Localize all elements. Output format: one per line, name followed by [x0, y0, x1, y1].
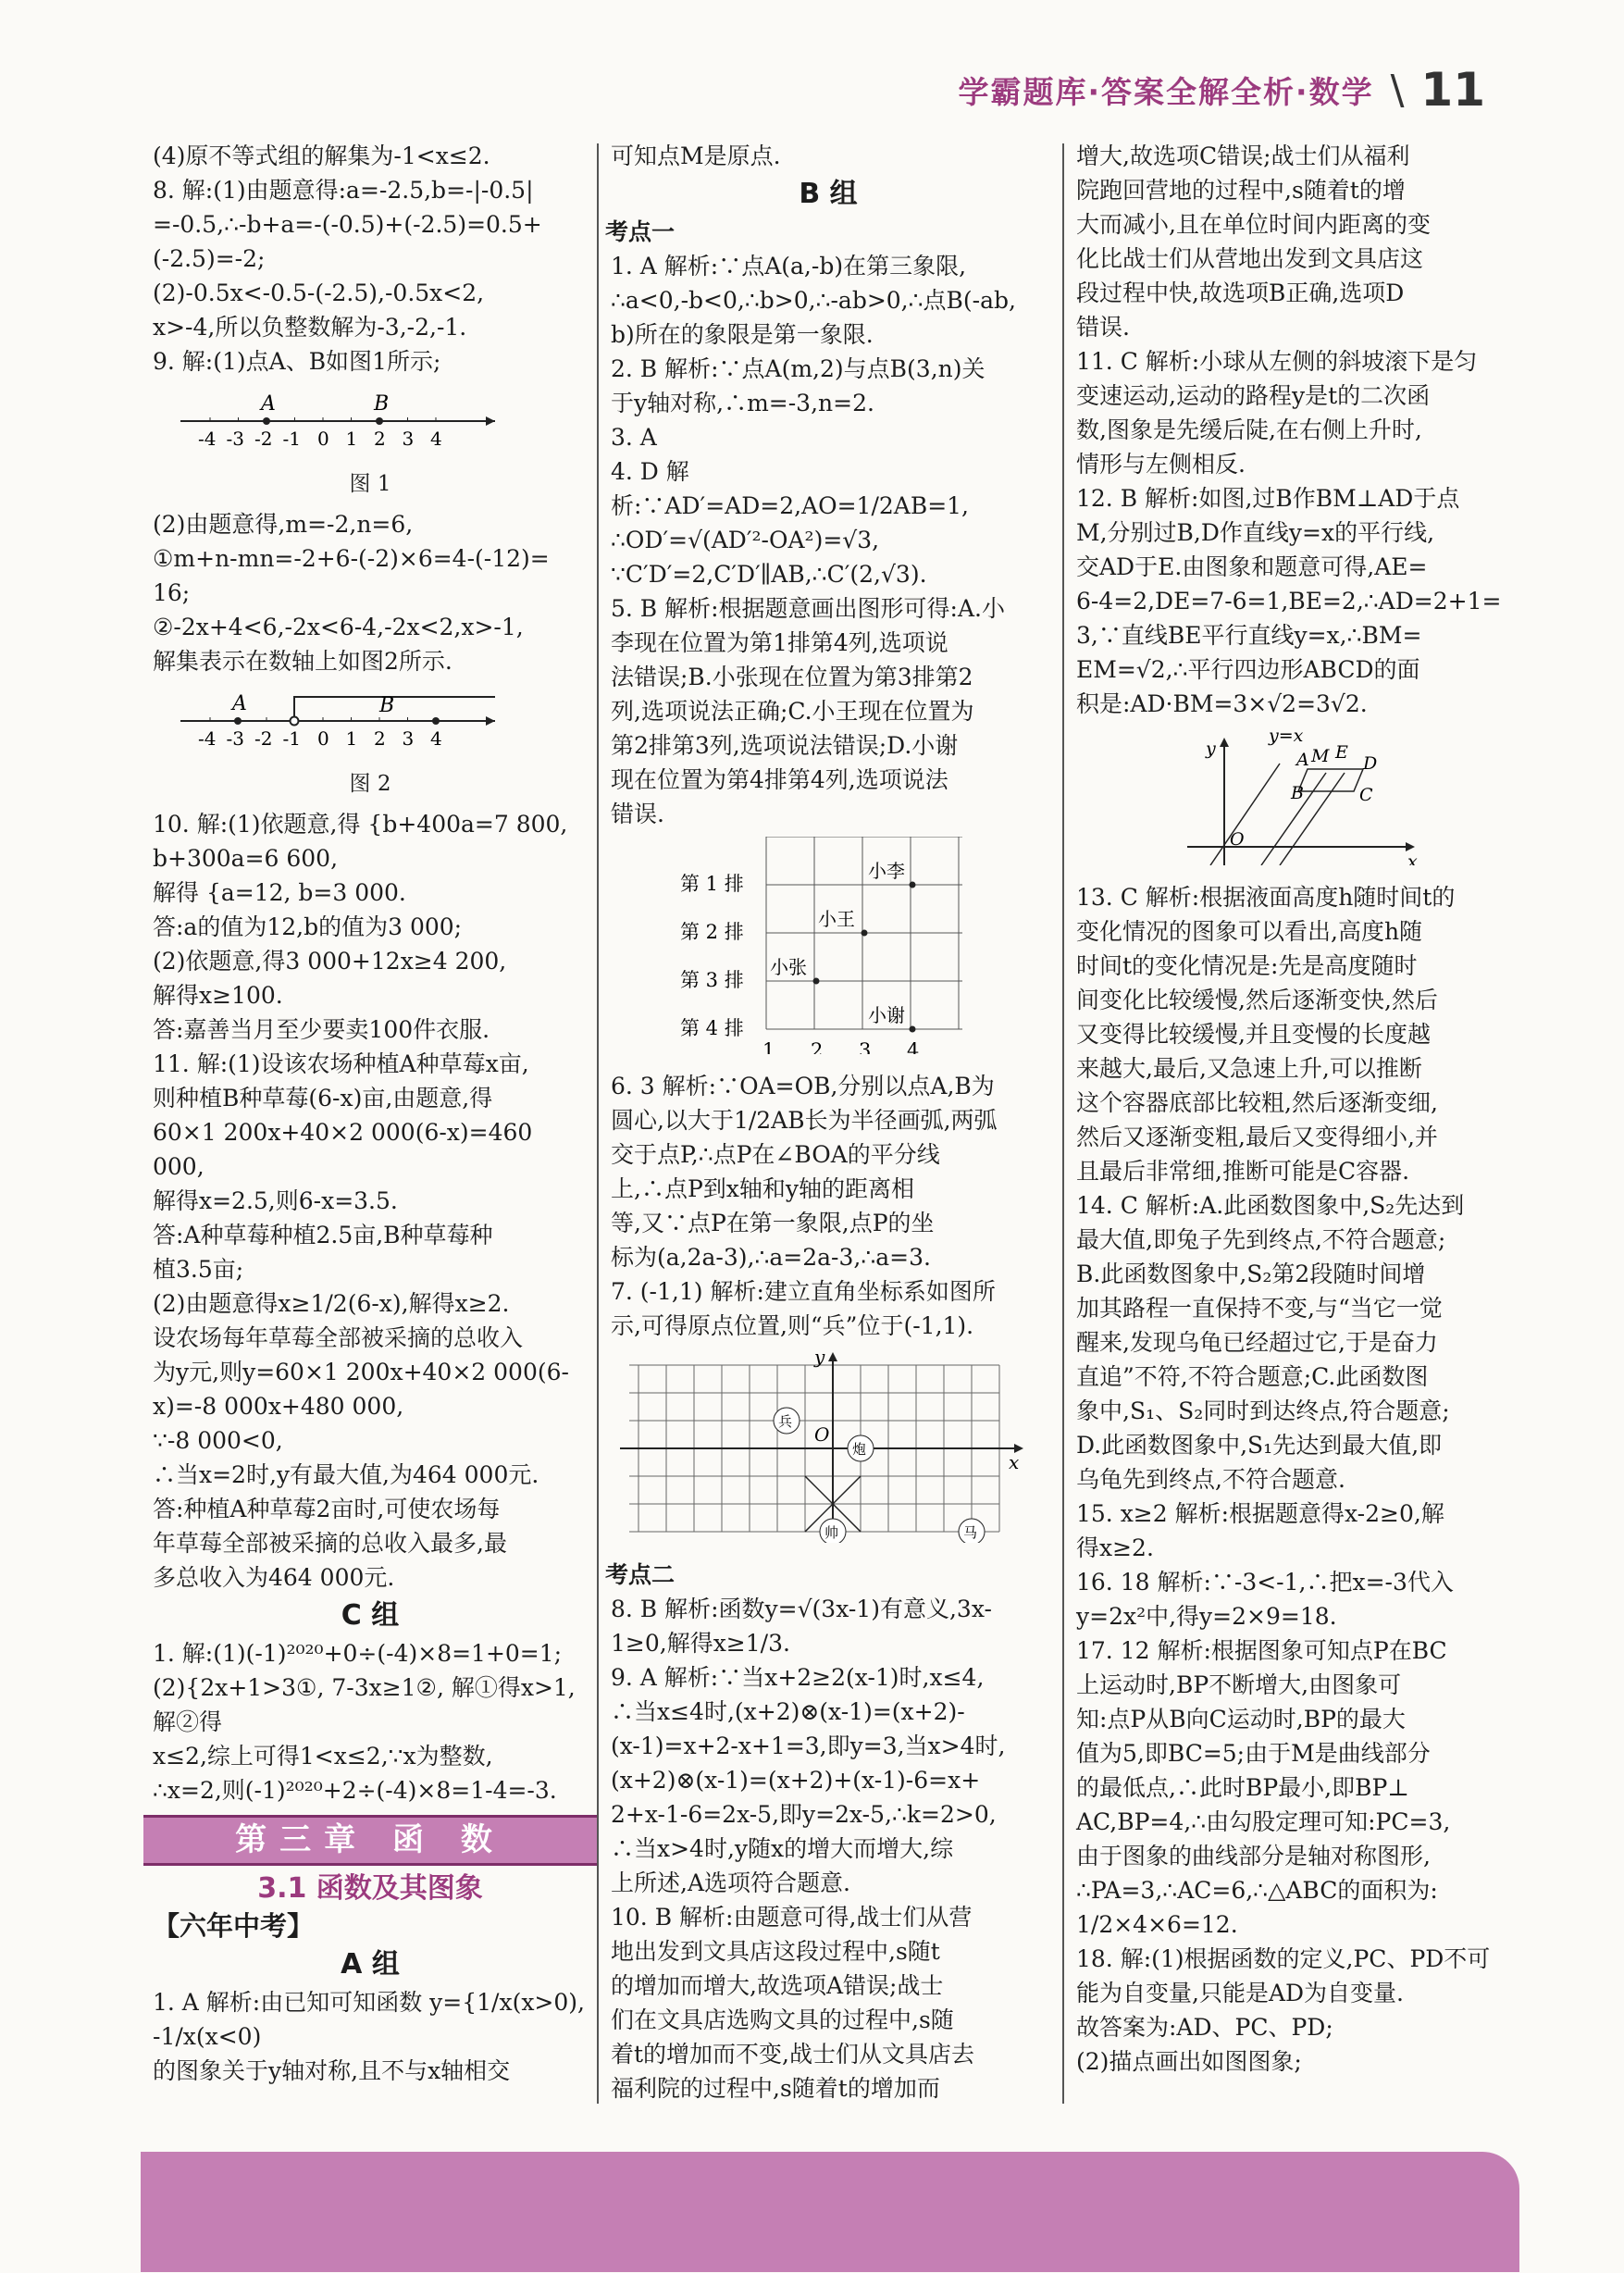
text-line: 变速运动,运动的路程y是t的二次函 [1076, 382, 1431, 409]
text-line: 6-4=2,DE=7-6=1,BE=2,∴AD=2+1= [1076, 588, 1502, 615]
text-line: 的最低点,∴此时BP最小,即BP⊥ [1076, 1774, 1409, 1801]
text-line: ∵C′D′=2,C′D′∥AB,∴C′(2,√3). [611, 561, 927, 588]
text-line: 列,选项说法正确;C.小王现在位置为 [611, 698, 974, 725]
point-a [234, 717, 242, 725]
text-line: (-2.5)=-2; [153, 245, 266, 272]
text-line: 时间t的变化情况是:先是高度随时 [1076, 952, 1418, 979]
tick-label: 4 [430, 428, 442, 450]
text-line: 60×1 200x+40×2 000(6-x)=460 000, [153, 1119, 540, 1180]
group-c-heading: C 组 [341, 1599, 400, 1632]
point-b [432, 717, 440, 725]
col1-block-1 [153, 139, 588, 379]
row-label: 第 4 排 [680, 1017, 744, 1039]
chess-board-figure [611, 1348, 1046, 1552]
text-line: 3. A [611, 424, 657, 451]
column-right [1076, 139, 1530, 2079]
group-b-heading: B 组 [799, 178, 858, 210]
text-line: 然后又逐渐变粗,最后又变得细小,并 [1076, 1124, 1438, 1150]
text-line: y=2x²中,得y=2×9=18. [1076, 1603, 1337, 1630]
parallelogram-figure [1076, 727, 1530, 875]
y-axis-label: y [814, 1348, 825, 1368]
text-line: 积是:AD·BM=3×√2=3√2. [1076, 690, 1368, 717]
col1-block-2 [153, 507, 588, 678]
text-line: 2+x-1-6=2x-5,即y=2x-5,∴k=2>0, [611, 1801, 997, 1828]
text-line: 院跑回营地的过程中,s随着t的增 [1076, 177, 1406, 204]
text-line: 1. A 解析:∵点A(a,-b)在第三象限, [611, 253, 967, 279]
text-line: 加其路程一直保持不变,与“当它一觉 [1076, 1295, 1443, 1322]
text-line: 则种植B种草莓(6-x)亩,由题意,得 [153, 1085, 493, 1112]
text-line: 着t的增加而不变,战士们从文具店去 [611, 2041, 974, 2068]
text-line: 5. B 解析:根据题意画出图形可得:A.小 [611, 595, 1005, 622]
text-line: 1/2×4×6=12. [1076, 1911, 1238, 1938]
number-line-2 [153, 684, 504, 758]
text-line: 1. A 解析:由已知可知函数 y={1/x(x>0), -1/x(x<0) [153, 1989, 592, 2050]
text-line: 解得 {a=12, b=3 000. [153, 879, 406, 906]
piece-label: 马 [963, 1524, 978, 1541]
text-line: 答:种植A种草莓2亩时,可使农场每 [153, 1496, 501, 1522]
text-line: =-0.5,∴-b+a=-(-0.5)+(-2.5)=0.5+ [153, 211, 542, 238]
group-a-heading: A 组 [341, 1948, 400, 1981]
column-divider [597, 143, 599, 2104]
col3-block-2 [1076, 880, 1530, 2079]
fig-label: y [1206, 739, 1216, 759]
text-line: 化比战士们从营地出发到文具店这 [1076, 245, 1424, 272]
seat-dot [910, 882, 916, 888]
fig-label: x [1407, 851, 1418, 865]
x-axis-label: x [1009, 1451, 1020, 1473]
text-line: 6. 3 解析:∵OA=OB,分别以点A,B为 [611, 1073, 995, 1099]
text-line: 16. 18 解析:∵-3<-1,∴把x=-3代入 [1076, 1569, 1454, 1596]
tick-label: -2 [254, 428, 273, 450]
kaodian-2: 考点二 [605, 1561, 676, 1588]
text-line: 数,图象是先缓后陡,在右侧上升时, [1076, 416, 1422, 443]
label-a: A [261, 392, 276, 416]
text-line: 段过程中快,故选项B正确,选项D [1076, 279, 1405, 306]
text-line: 变化情况的图象可以看出,高度h随 [1076, 918, 1423, 945]
text-line: 地出发到文具店这段过程中,s随t [611, 1938, 940, 1965]
open-point [291, 717, 299, 726]
header-title: 学霸题库·答案全解全析·数学 [958, 73, 1374, 110]
row-label: 第 2 排 [680, 921, 744, 943]
text-line: 1≥0,解得x≥1/3. [611, 1630, 790, 1657]
seat-name: 小谢 [868, 1004, 905, 1026]
text-line: 值为5,即BC=5;由于M是曲线部分 [1076, 1740, 1431, 1767]
text-line: ∴a<0,-b<0,∴b>0,∴-ab>0,∴点B(-ab, [611, 287, 1016, 314]
column-left [153, 139, 592, 2088]
text-line: 交AD于E.由图象和题意可得,AE= [1076, 553, 1428, 580]
piece-label: 帅 [824, 1524, 839, 1541]
col-label: 2 [811, 1039, 824, 1054]
text-line: x>-4,所以负整数解为-3,-2,-1. [153, 314, 467, 341]
text-line: 可知点M是原点. [611, 143, 781, 169]
piece-label: 炮 [852, 1441, 867, 1458]
text-line: 解得x=2.5,则6-x=3.5. [153, 1187, 398, 1214]
text-line: 上,∴点P到x轴和y轴的距离相 [611, 1175, 914, 1202]
text-line: 又变得比较缓慢,并且变慢的长度越 [1076, 1021, 1431, 1048]
text-line: ∴PA=3,∴AC=6,∴△ABC的面积为: [1076, 1877, 1438, 1904]
text-line: 设农场每年草莓全部被采摘的总收入 [153, 1324, 524, 1351]
text-line: 大而减小,且在单位时间内距离的变 [1076, 211, 1431, 238]
tick-label: 4 [430, 727, 442, 750]
col2-block-1 [611, 139, 1046, 173]
tick-label: 1 [345, 428, 358, 450]
text-line: 13. C 解析:根据液面高度h随时间t的 [1076, 884, 1456, 911]
col-label: 3 [859, 1039, 872, 1054]
tick-label: -4 [198, 428, 217, 450]
text-line: 9. 解:(1)点A、B如图1所示; [153, 348, 441, 375]
text-line: 增大,故选项C错误;战士们从福利 [1076, 143, 1410, 169]
figure-1-number-line [153, 384, 588, 502]
text-line: 们在文具店选购文具的过程中,s随 [611, 2006, 954, 2033]
exam-tag: 【六年中考】 [153, 1910, 315, 1942]
text-line: 间变化比较缓慢,然后逐渐变快,然后 [1076, 987, 1438, 1013]
figure-2-caption: 图 2 [349, 772, 391, 796]
text-line: ①m+n-mn=-2+6-(-2)×6=4-(-12)= [153, 545, 550, 572]
text-line: 的图象关于y轴对称,且不与x轴相交 [153, 2057, 511, 2084]
text-line: 解集表示在数轴上如图2所示. [153, 648, 452, 675]
tick-label: 0 [317, 727, 329, 750]
text-line: 8. 解:(1)由题意得:a=-2.5,b=-|-0.5| [153, 177, 534, 204]
parallelogram-graph [1076, 727, 1502, 865]
text-line: ②-2x+4<6,-2x<6-4,-2x<2,x>-1, [153, 614, 524, 640]
text-line: 情形与左侧相反. [1076, 451, 1246, 478]
text-line: ∴当x=2时,y有最大值,为464 000元. [153, 1461, 539, 1488]
text-line: 植3.5亩; [153, 1256, 244, 1283]
text-line: x)=-8 000x+480 000, [153, 1393, 404, 1420]
text-line: 最大值,即兔子先到终点,不符合题意; [1076, 1226, 1446, 1253]
chapter-banner: 第三章 函 数 [143, 1815, 597, 1866]
text-line: D.此函数图象中,S₁先达到最大值,即 [1076, 1432, 1443, 1459]
text-line: 知:点P从B向C运动时,BP的最大 [1076, 1706, 1406, 1733]
text-line: 答:a的值为12,b的值为3 000; [153, 913, 463, 940]
text-line: 现在位置为第4排第4列,选项说法 [611, 766, 948, 793]
col3-block-1 [1076, 139, 1530, 721]
text-line: ∴x=2,则(-1)²⁰²⁰+2÷(-4)×8=1-4=-3. [153, 1777, 557, 1804]
tick-label: 3 [402, 428, 415, 450]
seat-dot [910, 1026, 916, 1033]
text-line: 乌龟先到终点,不符合题意. [1076, 1466, 1345, 1493]
text-line: 3,∵直线BE平行直线y=x,∴BM= [1076, 622, 1422, 649]
seat-name: 小李 [868, 860, 905, 882]
kaodian-1: 考点一 [605, 218, 676, 245]
point-a [263, 417, 270, 425]
col1-block-5 [153, 1985, 592, 2088]
tick-label: 0 [317, 428, 329, 450]
label-b: B [379, 694, 395, 717]
fig-label: E [1335, 742, 1348, 763]
col2-block-4 [611, 1592, 1046, 2105]
text-line: 的增加而增大,故选项A错误;战士 [611, 1972, 944, 1999]
header-slash: \ [1390, 66, 1405, 114]
col2-block-2 [611, 249, 1046, 831]
text-line: 福利院的过程中,s随着t的增加而 [611, 2075, 940, 2102]
text-line: 1. 解:(1)(-1)²⁰²⁰+0÷(-4)×8=1+0=1; [153, 1640, 563, 1667]
text-line: 11. 解:(1)设该农场种植A种草莓x亩, [153, 1050, 529, 1077]
text-line: 10. B 解析:由题意可得,战士们从营 [611, 1904, 973, 1931]
text-line: M,分别过B,D作直线y=x的平行线, [1076, 519, 1435, 546]
tick-label: 3 [402, 727, 415, 750]
origin-label: O [814, 1423, 830, 1446]
fig-label: B [1291, 783, 1304, 803]
text-line: 这个容器底部比较粗,然后逐渐变细, [1076, 1089, 1438, 1116]
text-line: ∴当x≤4时,(x+2)⊗(x-1)=(x+2)- [611, 1698, 965, 1725]
text-line: (2)依题意,得3 000+12x≥4 200, [153, 948, 507, 975]
tick-label: -2 [254, 727, 273, 750]
text-line: 直追”不符,不符合题意;C.此函数图 [1076, 1363, 1429, 1390]
text-line: 4. D 解析:∵AD′=AD=2,AO=1/2AB=1, [611, 458, 969, 519]
text-line: 能为自变量,只能是AD为自变量. [1076, 1980, 1404, 2006]
section-title: 3.1 函数及其图象 [257, 1872, 483, 1905]
text-line: 2. B 解析:∵点A(m,2)与点B(3,n)关 [611, 355, 986, 382]
text-line: (2)-0.5x<-0.5-(-2.5),-0.5x<2, [153, 279, 485, 306]
text-line: ∴OD′=√(AD′²-OA²)=√3, [611, 527, 880, 553]
text-line: 年草莓全部被采摘的总收入最多,最 [153, 1530, 507, 1557]
text-line: 17. 12 解析:根据图象可知点P在BC [1076, 1637, 1447, 1664]
seat-grid-figure [611, 837, 1046, 1063]
tick-label: -1 [282, 727, 301, 750]
row-label: 第 1 排 [680, 873, 744, 895]
text-line: 15. x≥2 解析:根据题意得x-2≥0,解 [1076, 1500, 1444, 1527]
text-line: 答:A种草莓种植2.5亩,B种草莓种 [153, 1222, 493, 1248]
text-line: 答:嘉善当月至少要卖100件衣服. [153, 1016, 490, 1043]
fig-label: y=x [1269, 727, 1304, 746]
col-label: 4 [907, 1039, 920, 1054]
seat-dot [813, 978, 820, 985]
piece-label: 兵 [778, 1413, 793, 1430]
column-middle [605, 139, 1046, 2105]
fig-label: A [1296, 750, 1309, 770]
text-line: (2){2x+1>3①, 7-3x≥1②, 解①得x>1,解②得 [153, 1674, 576, 1735]
text-line: ∴当x>4时,y随x的增大而增大,综 [611, 1835, 954, 1862]
page-header [959, 63, 1486, 117]
tick-label: -1 [282, 428, 301, 450]
chess-board [611, 1348, 1036, 1543]
text-line: 示,可得原点位置,则“兵”位于(-1,1). [611, 1312, 974, 1339]
col2-block-3 [611, 1069, 1046, 1343]
text-line: 得x≥2. [1076, 1534, 1154, 1561]
seat-name: 小张 [770, 956, 807, 978]
text-line: 且最后非常细,推断可能是C容器. [1076, 1158, 1410, 1185]
text-line: (4)原不等式组的解集为-1<x≤2. [153, 143, 490, 169]
text-line: 交于点P,∴点P在∠BOA的平分线 [611, 1141, 940, 1168]
seat-dot [862, 930, 868, 937]
solution-ray [294, 697, 495, 721]
label-a: A [232, 692, 247, 715]
text-line: ∵-8 000<0, [153, 1427, 283, 1454]
point-b [376, 417, 383, 425]
text-line: 10. 解:(1)依题意,得 {b+400a=7 800, b+300a=6 600, [153, 811, 576, 872]
fig-label: M [1311, 746, 1330, 766]
tick-label: 1 [345, 727, 358, 750]
text-line: 第2排第3列,选项说法错误;D.小谢 [611, 732, 959, 759]
text-line: 标为(a,2a-3),∴a=2a-3,∴a=3. [611, 1244, 931, 1271]
text-line: 多总收入为464 000元. [153, 1564, 395, 1591]
tick-label: 2 [374, 428, 386, 450]
text-line: x≤2,综上可得1<x≤2,∵x为整数, [153, 1743, 493, 1770]
text-line: 圆心,以大于1/2AB长为半径画弧,两弧 [611, 1107, 998, 1134]
text-line: 为y元,则y=60×1 200x+40×2 000(6- [153, 1359, 569, 1385]
text-line: 由于图象的曲线部分是轴对称图形, [1076, 1843, 1431, 1869]
text-line: 于y轴对称,∴m=-3,n=2. [611, 390, 874, 416]
text-line: (2)描点画出如图图象; [1076, 2048, 1302, 2075]
number-line-1 [153, 384, 504, 458]
text-line: 16; [153, 579, 191, 606]
col1-block-3 [153, 807, 588, 1595]
col-label: 1 [762, 1039, 775, 1054]
text-line: (x-1)=x+2-x+1=3,即y=3,当x>4时, [611, 1733, 1006, 1759]
seat-name: 小王 [818, 908, 855, 930]
text-line: EM=√2,∴平行四边形ABCD的面 [1076, 656, 1420, 683]
text-line: 李现在位置为第1排第4列,选项说 [611, 629, 948, 656]
tick-label: -3 [226, 428, 244, 450]
page-number: 11 [1420, 63, 1485, 117]
text-line: 9. A 解析:∵当x+2≥2(x-1)时,x≤4, [611, 1664, 985, 1691]
figure-2-number-line [153, 684, 588, 801]
text-line: 法错误;B.小张现在位置为第3排第2 [611, 664, 973, 690]
text-line: 8. B 解析:函数y=√(3x-1)有意义,3x- [611, 1596, 992, 1622]
text-line: 错误. [611, 801, 664, 827]
text-line: AC,BP=4,∴由勾股定理可知:PC=3, [1076, 1808, 1451, 1835]
text-line: 7. (-1,1) 解析:建立直角坐标系如图所 [611, 1278, 996, 1305]
column-divider [1062, 143, 1064, 2104]
text-line: 故答案为:AD、PC、PD; [1076, 2014, 1333, 2041]
fig-label: O [1230, 829, 1245, 850]
text-line: (x+2)⊗(x-1)=(x+2)+(x-1)-6=x+ [611, 1767, 981, 1794]
footer-band [141, 2152, 1519, 2272]
label-b: B [374, 392, 390, 416]
text-line: 14. C 解析:A.此函数图象中,S₂先达到 [1076, 1192, 1465, 1219]
text-line: 来越大,最后,又急速上升,可以推断 [1076, 1055, 1422, 1082]
text-line: 上所述,A选项符合题意. [611, 1869, 850, 1896]
tick-label: -3 [226, 727, 244, 750]
col1-block-4 [153, 1636, 588, 1807]
text-line: 上运动时,BP不断增大,由图象可 [1076, 1671, 1402, 1698]
text-line: 11. C 解析:小球从左侧的斜坡滚下是匀 [1076, 348, 1478, 375]
text-line: B.此函数图象中,S₂第2段随时间增 [1076, 1261, 1426, 1287]
row-label: 第 3 排 [680, 969, 744, 991]
tick-label: 2 [374, 727, 386, 750]
text-line: 醒来,发现乌龟已经超过它,于是奋力 [1076, 1329, 1438, 1356]
text-line: 错误. [1076, 314, 1130, 341]
text-line: 等,又∵点P在第一象限,点P的坐 [611, 1210, 935, 1236]
seat-grid [611, 837, 999, 1054]
text-line: 象中,S₁、S₂同时到达终点,符合题意; [1076, 1397, 1450, 1424]
text-line: 解得x≥100. [153, 982, 283, 1009]
text-line: 12. B 解析:如图,过B作BM⊥AD于点 [1076, 485, 1460, 512]
text-line: (2)由题意得x≥1/2(6-x),解得x≥2. [153, 1290, 510, 1317]
text-line: b)所在的象限是第一象限. [611, 321, 874, 348]
figure-1-caption: 图 1 [349, 472, 391, 496]
fig-label: D [1363, 753, 1378, 774]
fig-label: C [1359, 785, 1373, 805]
text-line: (2)由题意得,m=-2,n=6, [153, 511, 414, 538]
tick-label: -4 [198, 727, 217, 750]
text-line: 18. 解:(1)根据函数的定义,PC、PD不可 [1076, 1945, 1491, 1972]
